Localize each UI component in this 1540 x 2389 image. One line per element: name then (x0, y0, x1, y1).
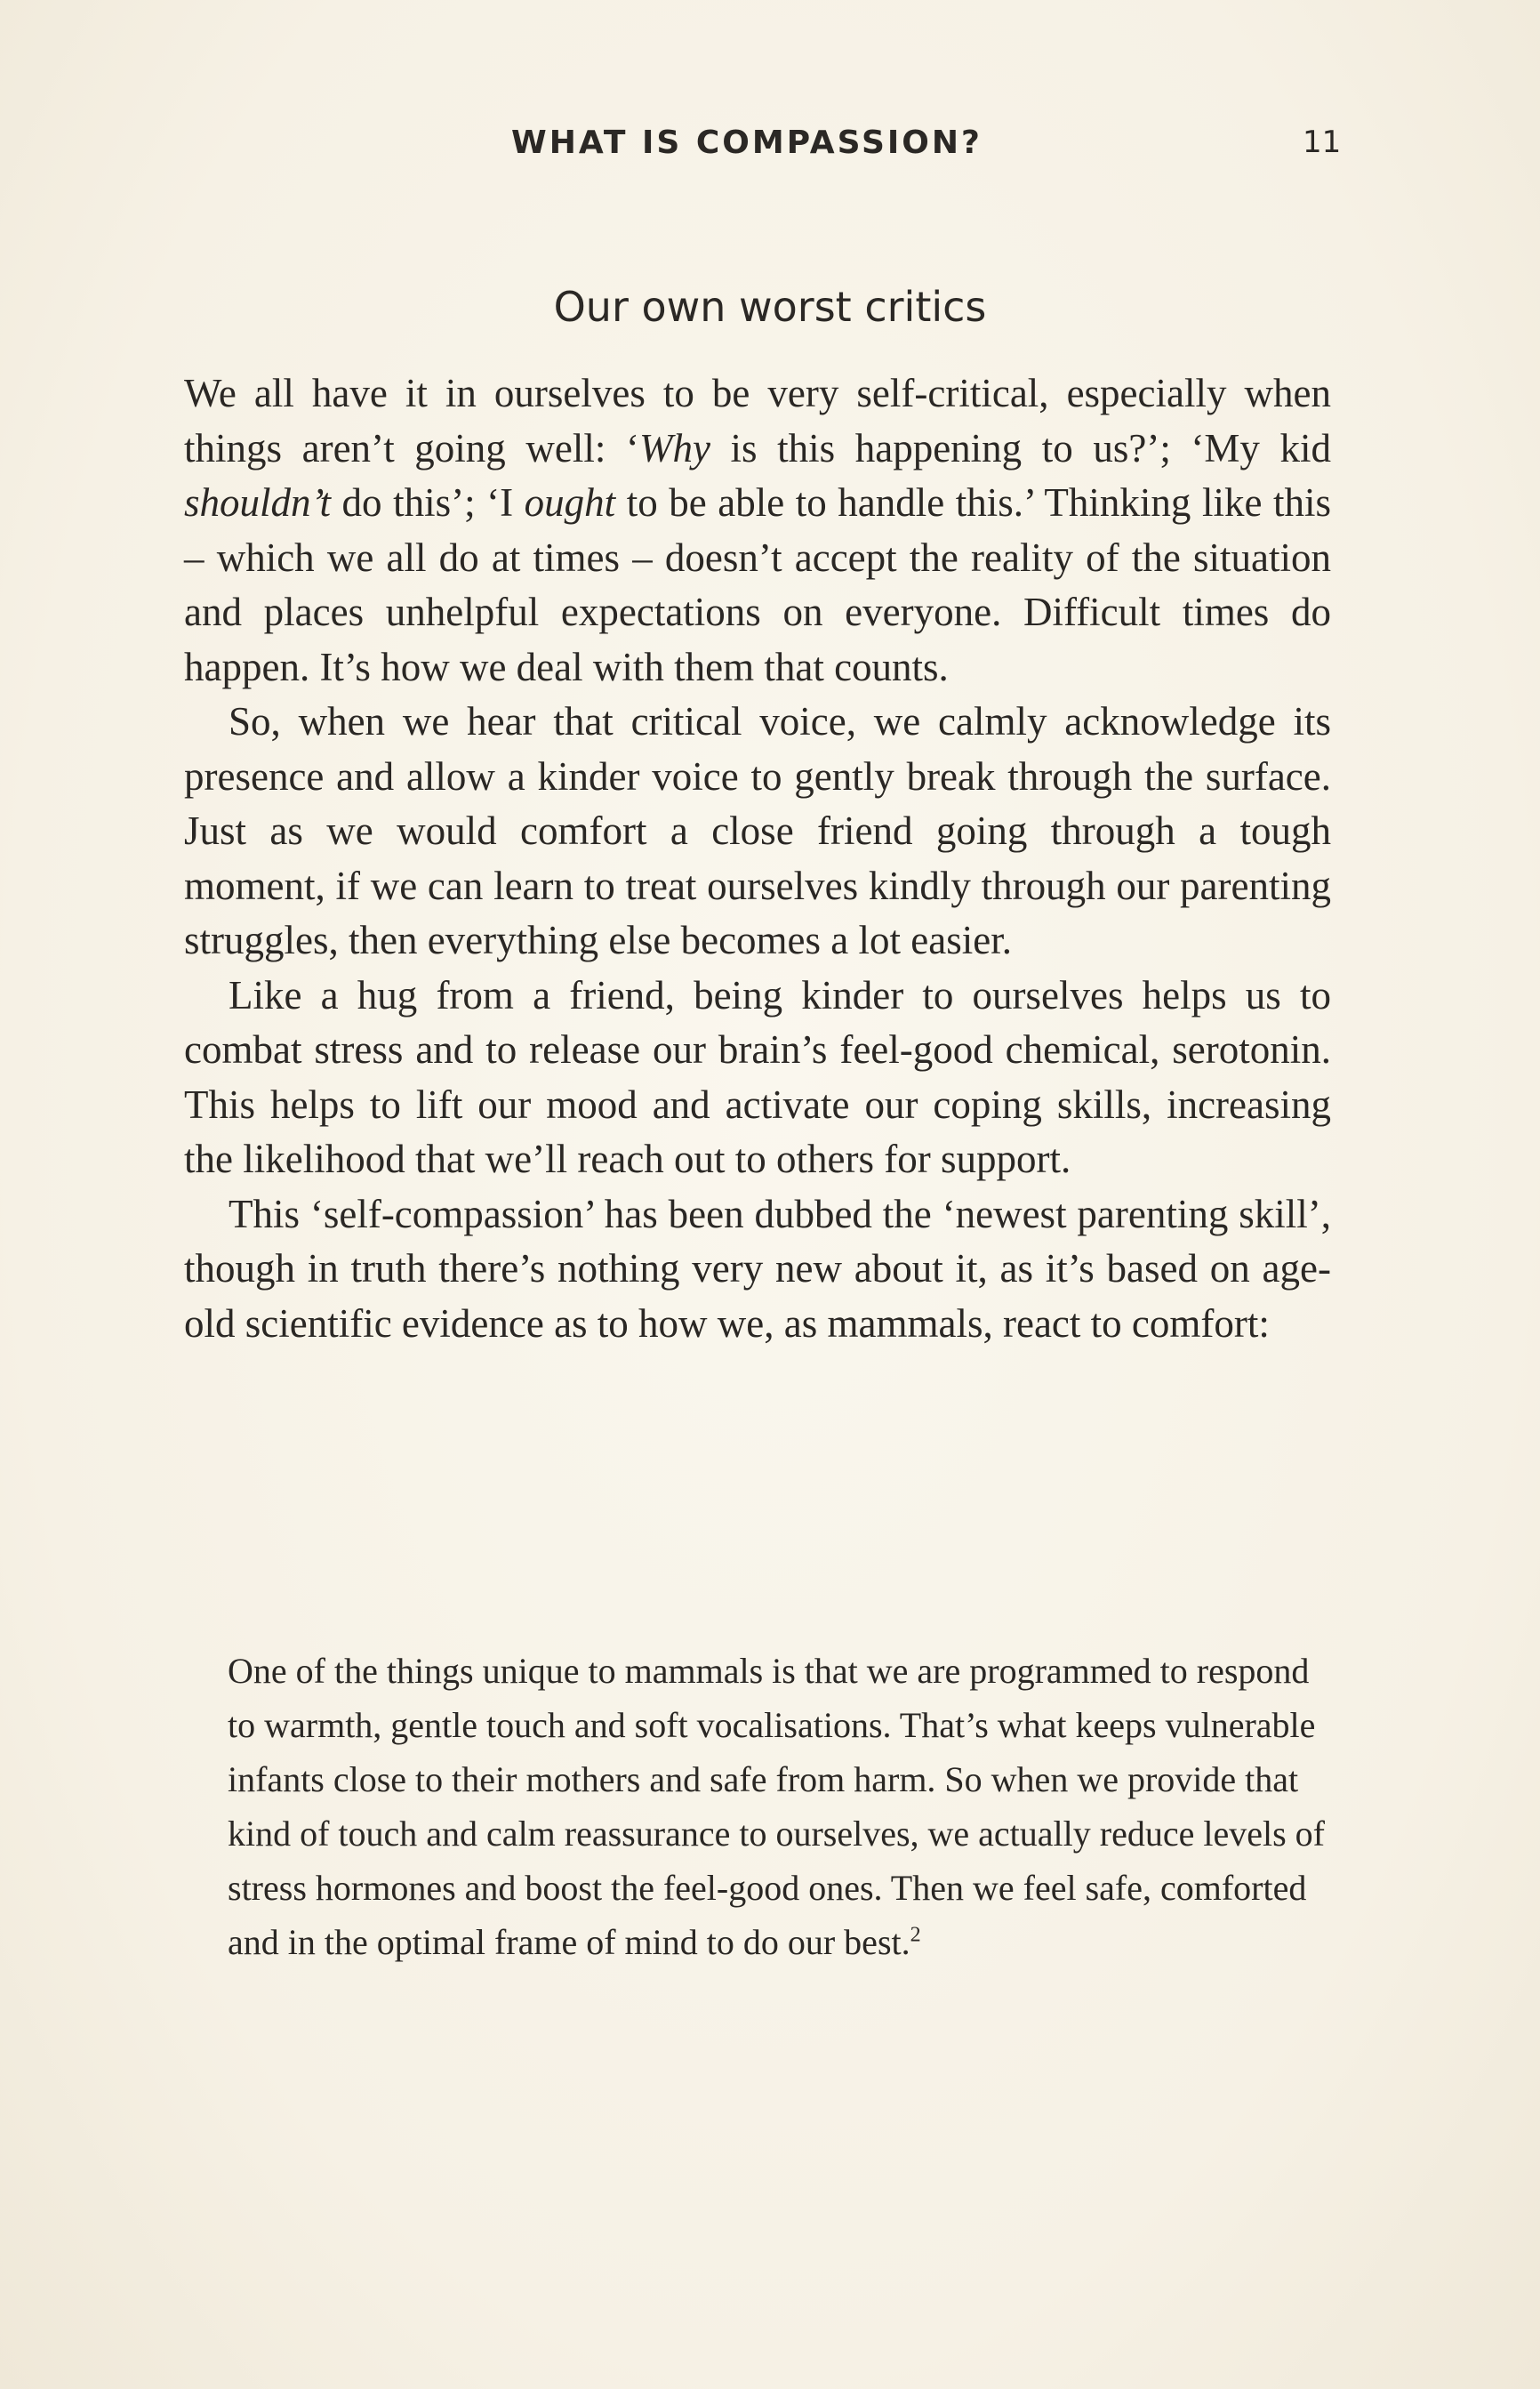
paragraph-1-text-c: do this’; ‘I (331, 480, 525, 525)
paragraph-2: So, when we hear that critical voice, we calmly acknowledge its presence and allow a kinder voice to gently break through the surface. Just as we would comfort a close friend going through a tough moment, if we can learn to treat ourselves kindly through our parenting struggles, then everything else becomes a lot easier. (184, 699, 1331, 962)
emphasis-shouldnt: shouldn’t (184, 480, 332, 525)
emphasis-ought: ought (524, 480, 616, 525)
block-quote (228, 1644, 1330, 1969)
paragraph-1-text-d: to be able to handle this.’ Thinking like this – which we all do at times – doesn’t accept the reality of the situation and places unhelpful expectations on everyone. Difficult times do happen. It’s how we deal with them that counts. (184, 480, 1331, 689)
running-head-title: WHAT IS COMPASSION? (511, 125, 983, 161)
paragraph-1-text-a: We all have it in ourselves to be very self-critical, especially when things aren’t going well: ‘ (184, 371, 1331, 471)
footnote-reference[interactable]: 2 (910, 1923, 921, 1947)
paragraph-3: Like a hug from a friend, being kinder to ourselves helps us to combat stress and to release our brain’s feel-good chemical, serotonin. This helps to lift our mood and activate our coping skills, increasing the likelihood that we’ll reach out to others for support. (184, 972, 1331, 1181)
page-number: 11 (1303, 125, 1342, 160)
emphasis-why: Why (638, 425, 710, 471)
paragraph-4: This ‘self-compassion’ has been dubbed the ‘newest parenting skill’, though in truth there’s nothing very new about it, as it’s based on age-old scientific evidence as to how we, as mammals, react to comfort: (184, 1191, 1331, 1346)
section-heading: Our own worst critics (553, 283, 987, 331)
body-text (184, 366, 1331, 1351)
paragraph-1-text-b: is this happening to us?’; ‘My kid (710, 425, 1331, 471)
paragraph-1 (184, 366, 1331, 695)
block-quote-text: One of the things unique to mammals is that we are programmed to respond to warmth, gentle touch and soft vocalisations. That’s what keeps vulnerable infants close to their mothers and safe from harm. So when we provide that kind of touch and calm reassurance to ourselves, we actually reduce levels of stress hormones and boost the feel-good ones. Then we feel safe, comforted and in the optimal frame of mind to do our best. (228, 1651, 1325, 1962)
